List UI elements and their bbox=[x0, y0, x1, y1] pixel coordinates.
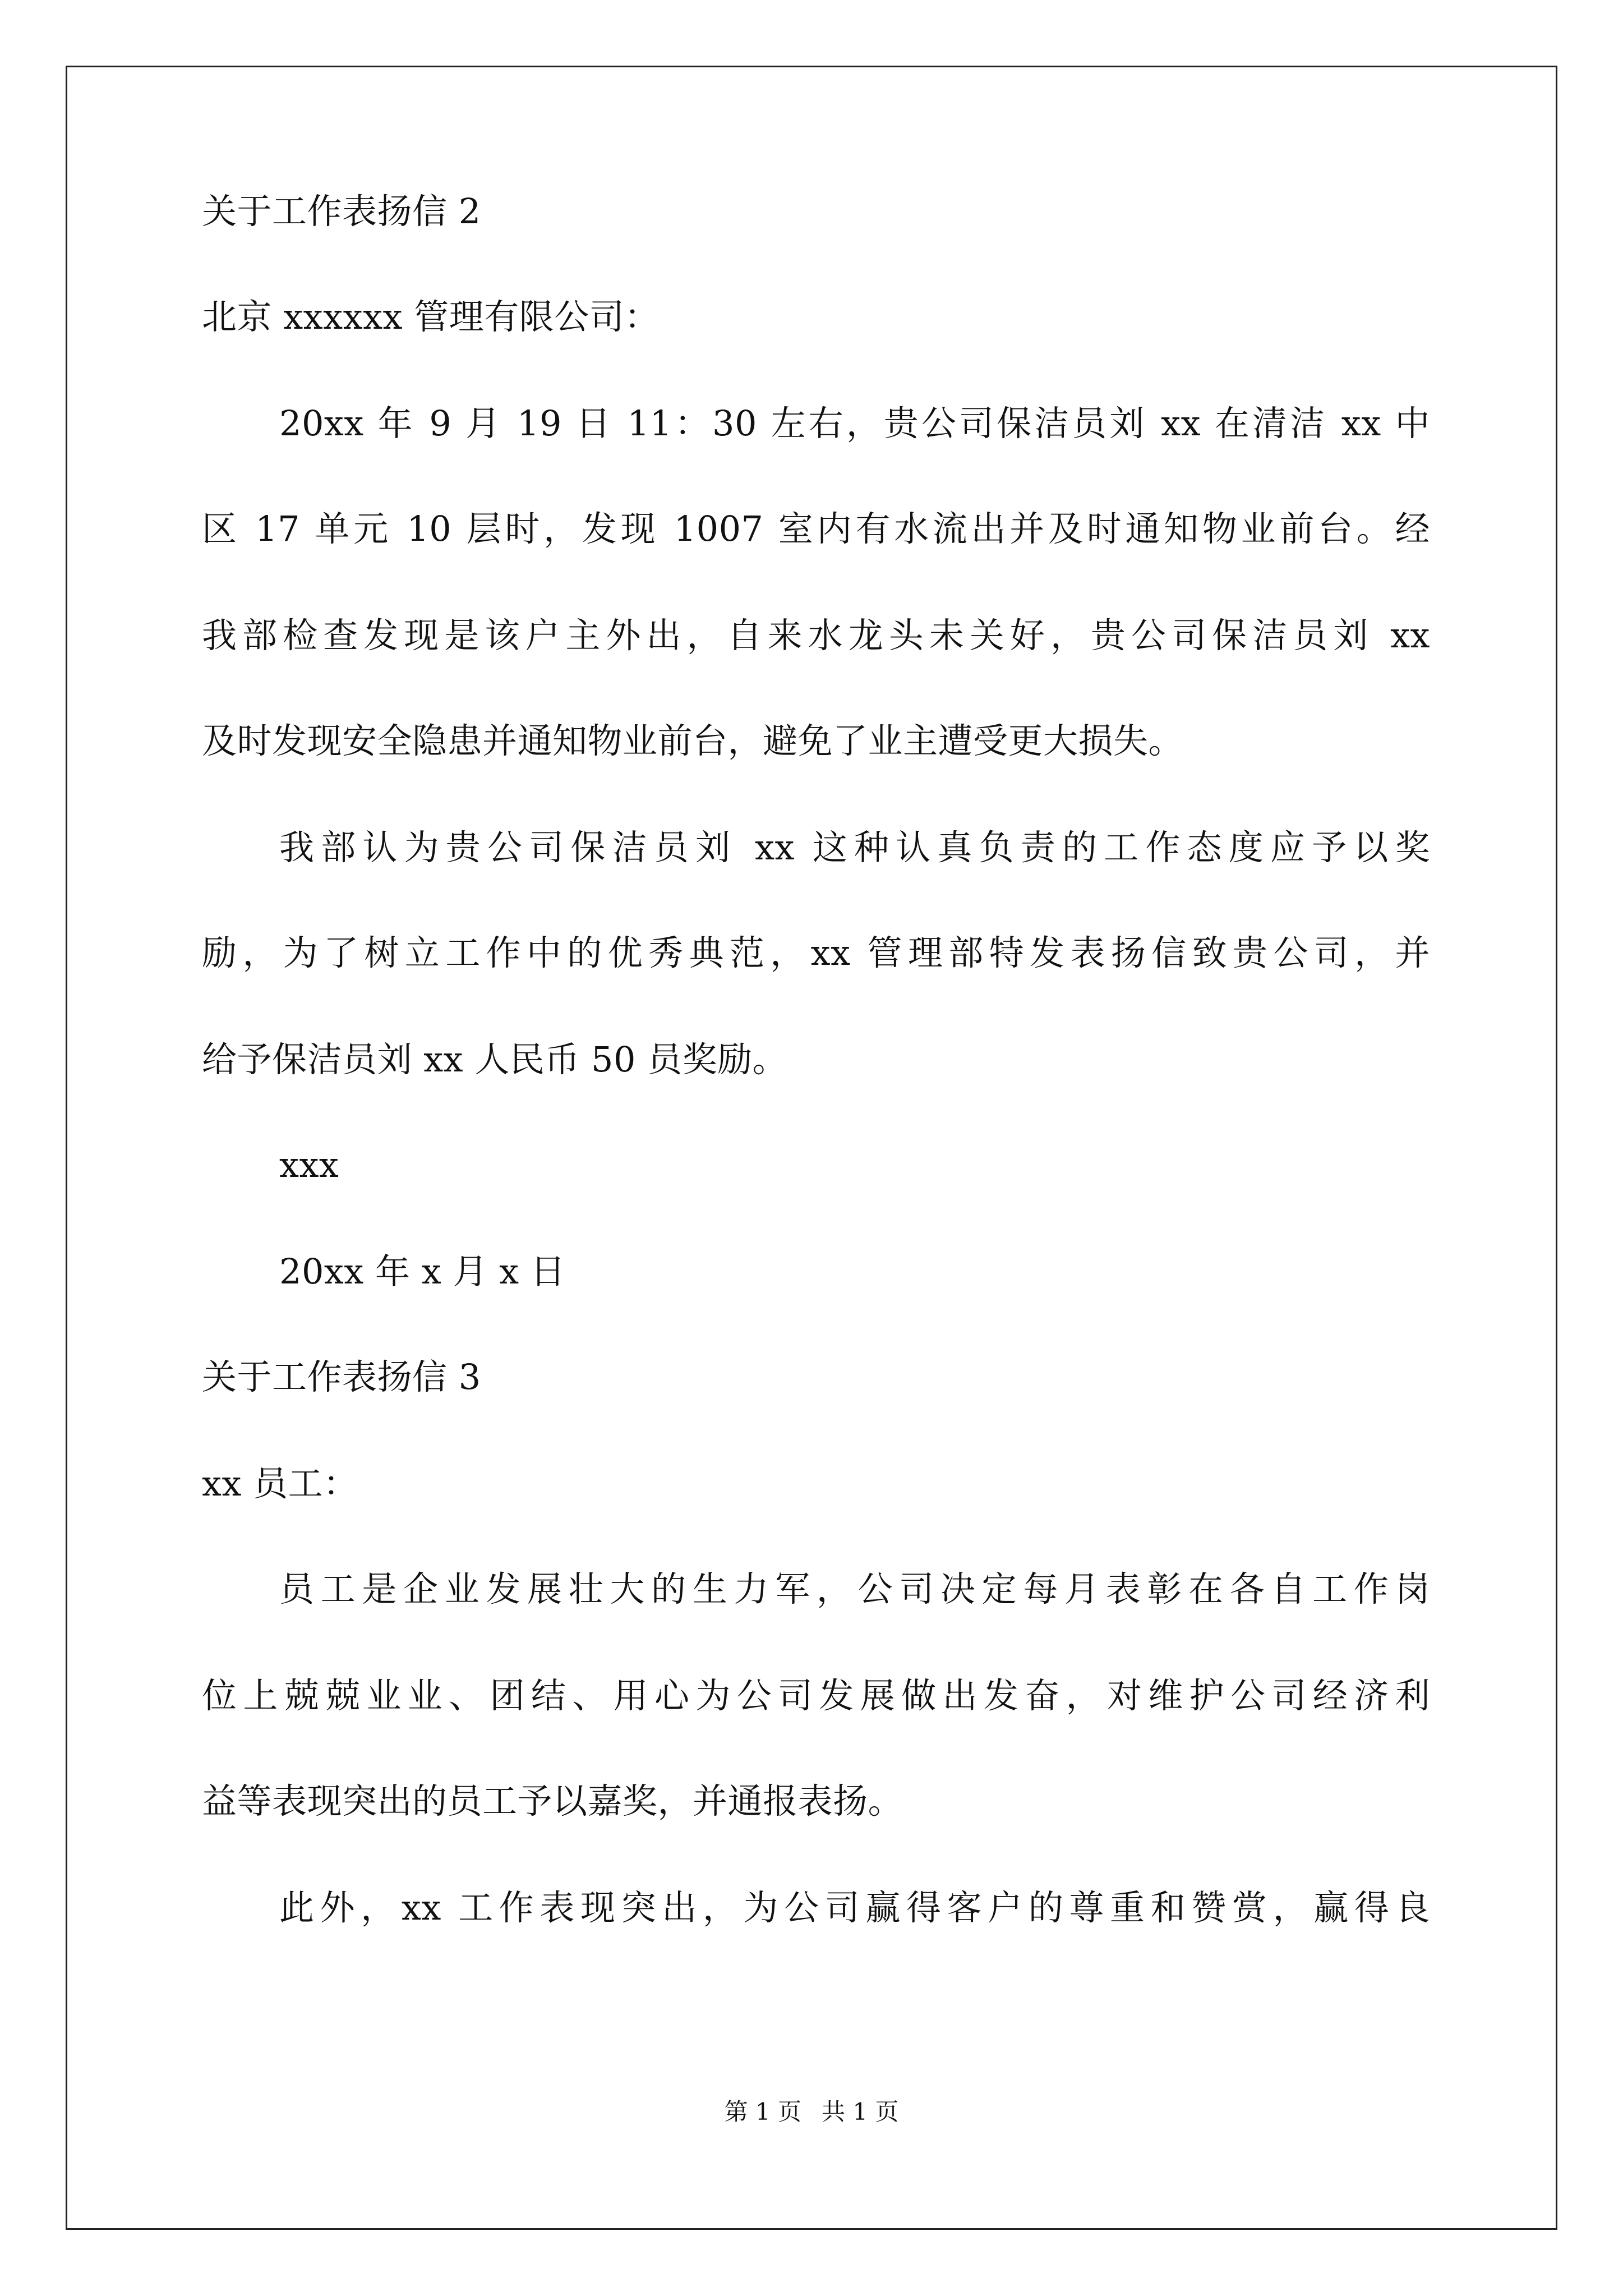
letter-date: 20xx 年 x 月 x 日 bbox=[279, 1251, 566, 1292]
paragraph-line: 位上兢兢业业、团结、用心为公司发展做出发奋，对维护公司经济利 bbox=[202, 1675, 1430, 1716]
salutation-company: 北京 xxxxxx 管理有限公司： bbox=[202, 296, 660, 337]
letter-title-3: 关于工作表扬信 3 bbox=[202, 1356, 481, 1397]
paragraph-line: 区 17 单元 10 层时，发现 1007 室内有水流出并及时通知物业前台。经 bbox=[202, 508, 1430, 549]
paragraph-line: 给予保洁员刘 xx 人民币 50 员奖励。 bbox=[202, 1039, 788, 1080]
paragraph-line: 我部检查发现是该户主外出，自来水龙头未关好，贵公司保洁员刘 xx bbox=[202, 615, 1430, 656]
paragraph-line: 我部认为贵公司保洁员刘 xx 这种认真负责的工作态度应予以奖 bbox=[279, 827, 1430, 868]
signature: xxx bbox=[279, 1144, 339, 1185]
paragraph-line: 及时发现安全隐患并通知物业前台，避免了业主遭受更大损失。 bbox=[202, 720, 1184, 761]
paragraph-line: 此外，xx 工作表现突出，为公司赢得客户的尊重和赞赏，赢得良 bbox=[279, 1887, 1430, 1928]
paragraph-line: 益等表现突出的员工予以嘉奖，并通报表扬。 bbox=[202, 1780, 903, 1821]
paragraph-line: 员工是企业发展壮大的生力军，公司决定每月表彰在各自工作岗 bbox=[279, 1568, 1430, 1609]
paragraph-line: 20xx 年 9 月 19 日 11：30 左右，贵公司保洁员刘 xx 在清洁 xx 中 bbox=[279, 403, 1430, 444]
letter-title-2: 关于工作表扬信 2 bbox=[202, 191, 481, 232]
page-number-current: 第 1 页 bbox=[724, 2098, 801, 2125]
page-footer bbox=[0, 2095, 1623, 2129]
paragraph-line: 励，为了树立工作中的优秀典范，xx 管理部特发表扬信致贵公司，并 bbox=[202, 932, 1430, 973]
salutation-employee: xx 员工： bbox=[202, 1463, 358, 1504]
page-number-total: 共 1 页 bbox=[822, 2098, 899, 2125]
